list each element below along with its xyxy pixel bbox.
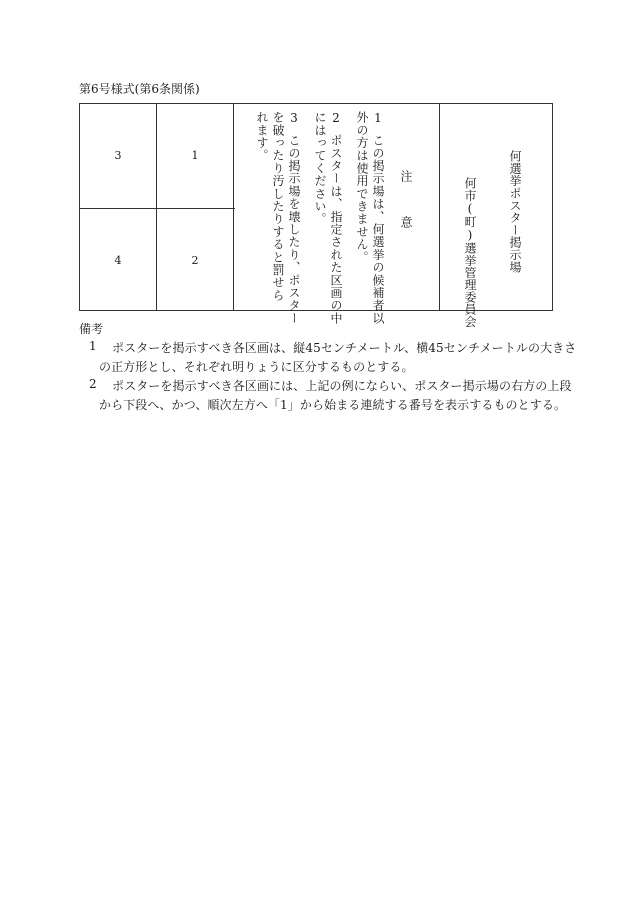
notice-item-3-number: 3 <box>287 111 301 125</box>
row-divider <box>80 208 235 209</box>
notice-item-1-line-1: この掲示場は、何選挙の候補者以 <box>371 134 385 325</box>
notice-item-3-line-2: を破ったり汚したりすると罰せら <box>271 111 285 302</box>
notice-heading: 注 意 <box>399 170 413 238</box>
slot-number-3: 3 <box>114 149 122 162</box>
notice-item-2-line-2: にはってください。 <box>313 111 327 226</box>
remark-1-number: 1 <box>89 339 97 353</box>
slot-number-4: 4 <box>114 254 122 267</box>
remark-1-line-1: ポスターを掲示すべき各区画は、縦45センチメートル、横45センチメートルの大きさ <box>112 341 577 355</box>
poster-board-diagram <box>79 103 553 328</box>
remark-2-line-2: から下段へ、かつ、順次左方へ「1」から始まる連続する番号を表示するものとする。 <box>99 398 567 412</box>
slot-number-2: 2 <box>191 254 199 267</box>
remarks-heading: 備考 <box>79 322 104 336</box>
board-title: 何選挙ポスター掲示場 <box>508 150 522 273</box>
board-issuer: 何市(町)選挙管理委員会 <box>463 177 477 328</box>
column-divider <box>233 104 234 310</box>
notice-item-2-line-1: ポスターは、指定された区画の中 <box>329 134 343 325</box>
notice-item-3-line-1: この掲示場を壊したり、ポスター <box>287 134 301 325</box>
notice-item-2-number: 2 <box>329 111 343 125</box>
slot-number-1: 1 <box>191 149 199 162</box>
remark-1-line-2: の正方形とし、それぞれ明りょうに区分するものとする。 <box>99 360 414 374</box>
column-divider <box>156 104 157 310</box>
form-title: 第6号様式(第6条関係) <box>79 82 200 96</box>
remark-2-line-1: ポスターを掲示すべき各区画には、上記の例にならい、ポスター掲示場の右方の上段 <box>112 379 572 393</box>
notice-item-1-number: 1 <box>371 111 385 125</box>
notice-item-3-line-3: れます。 <box>255 111 269 162</box>
column-divider <box>439 104 440 310</box>
remark-2-number: 2 <box>89 377 97 391</box>
notice-item-1-line-2: 外の方は使用できません。 <box>355 111 369 264</box>
